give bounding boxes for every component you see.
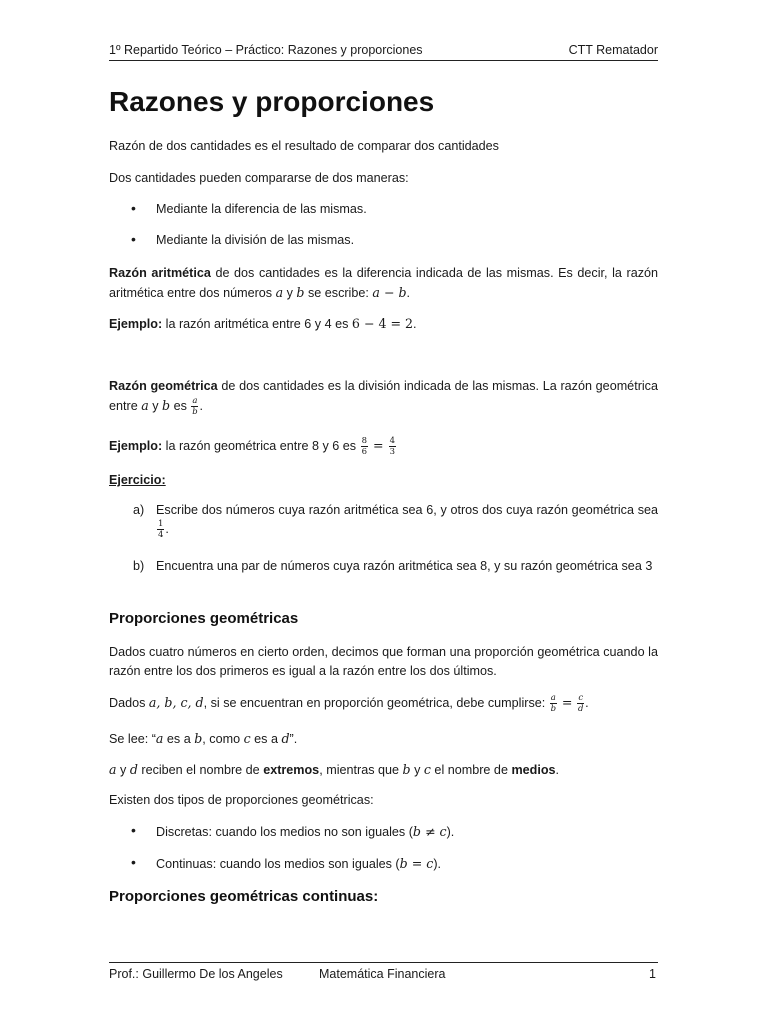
math-var: b — [194, 731, 203, 746]
intro-paragraph: Razón de dos cantidades es el resultado de comparar dos cantidades — [109, 139, 499, 153]
text: se escribe: — [304, 286, 373, 300]
math-var: d — [281, 731, 290, 746]
arithmetic-example — [109, 314, 658, 334]
math-var: a — [155, 731, 164, 746]
fraction-denominator: b — [550, 704, 557, 715]
term-geometric-ratio: Razón geométrica — [109, 379, 218, 393]
fraction — [550, 694, 557, 713]
text: . — [165, 522, 169, 536]
footer-subject: Matemática Financiera — [319, 967, 446, 981]
geometric-ratio-paragraph — [109, 377, 658, 416]
text: y — [116, 763, 130, 777]
fraction-numerator: 4 — [389, 436, 395, 447]
list-item-discrete — [156, 822, 658, 842]
fraction-numerator: a — [550, 693, 556, 704]
proportions-reading — [109, 729, 658, 749]
fraction — [191, 397, 198, 416]
math-var: a — [275, 285, 284, 300]
text: . — [406, 286, 411, 300]
text: . — [555, 763, 560, 777]
math-var: b — [402, 762, 411, 777]
list-item: Mediante la diferencia de las mismas. — [156, 202, 367, 216]
section-heading-continuous: Proporciones geométricas continuas: — [109, 888, 379, 905]
text: ). — [433, 857, 442, 871]
math-var: c — [423, 762, 431, 777]
text: , como — [202, 732, 244, 746]
text: la razón aritmética entre 6 y 4 es — [162, 317, 352, 331]
text: . — [413, 317, 417, 331]
text: la razón geométrica entre 8 y 6 es — [162, 439, 360, 453]
intro-paragraph-2: Dos cantidades pueden compararse de dos maneras: — [109, 171, 409, 185]
text: Se lee: “ — [109, 732, 156, 746]
text: y — [283, 286, 297, 300]
text: . — [199, 399, 203, 413]
exercise-item-a — [156, 501, 658, 539]
text: ”. — [289, 732, 298, 746]
footer-author: Prof.: Guillermo De los Angeles — [109, 967, 283, 981]
geometric-example — [109, 436, 658, 456]
math-expression: 6 − 4 = 2 — [351, 316, 414, 331]
fraction — [389, 437, 396, 456]
math-expression: b = c — [399, 856, 434, 871]
bullet-icon: • — [131, 231, 136, 247]
extremes-means-paragraph — [109, 760, 658, 780]
list-marker: b) — [133, 559, 145, 573]
text: y — [148, 399, 163, 413]
text: Escribe dos números cuya razón aritmética sea 6, y otros dos cuya razón geométrica sea — [156, 503, 658, 517]
proportions-condition — [109, 693, 658, 713]
fraction-numerator: c — [578, 693, 584, 704]
text: Continuas: cuando los medios son iguales ( — [156, 857, 400, 871]
example-label: Ejemplo: — [109, 439, 163, 453]
text: Discretas: cuando los medios no son iguales ( — [156, 825, 413, 839]
fraction — [361, 437, 368, 456]
fraction-numerator: 1 — [158, 519, 164, 530]
fraction-denominator: 4 — [158, 530, 164, 541]
bullet-icon: • — [131, 854, 136, 870]
text: , mientras que — [319, 763, 403, 777]
math-var: d — [129, 762, 138, 777]
term-means: medios — [511, 763, 556, 777]
text: es a — [163, 732, 195, 746]
math-var: a — [141, 398, 149, 413]
list-marker: a) — [133, 503, 145, 517]
text: de dos cantidades es la diferencia indicada de las mismas. Es decir, la razón aritmética entre dos números — [109, 266, 659, 300]
text: Dados — [109, 696, 149, 710]
header-course: CTT Rematador — [568, 43, 658, 57]
types-intro: Existen dos tipos de proporciones geométricas: — [109, 793, 374, 807]
fraction-numerator: a — [192, 396, 198, 407]
fraction-denominator: d — [578, 704, 584, 715]
math-expression: b ≠ c — [412, 824, 447, 839]
exercise-item-b: Encuentra una par de números cuya razón aritmética sea 8, y su razón geométrica sea 3 — [156, 559, 653, 573]
exercise-heading — [109, 471, 658, 490]
list-item: Mediante la división de las mismas. — [156, 233, 355, 247]
fraction-denominator: 3 — [389, 447, 395, 458]
bullet-icon: • — [131, 200, 136, 216]
math-vars: a, b, c, d — [148, 695, 204, 710]
example-label: Ejemplo: — [109, 317, 163, 331]
text: , si se encuentran en proporción geométrica, debe cumplirse: — [203, 696, 549, 710]
text: es — [170, 399, 191, 413]
math-var: a — [109, 762, 117, 777]
page-number: 1 — [649, 967, 656, 981]
equals-sign: = — [557, 695, 577, 710]
exercise-label: Ejercicio: — [109, 473, 166, 487]
fraction — [157, 520, 164, 539]
term-extremes: extremos — [263, 763, 320, 777]
fraction-denominator: b — [192, 407, 198, 418]
page-header — [109, 42, 658, 61]
text: reciben el nombre de — [137, 763, 264, 777]
header-title: 1º Repartido Teórico – Práctico: Razones y proporciones — [109, 43, 423, 57]
fraction — [577, 694, 584, 713]
page-footer — [109, 962, 658, 981]
math-expression: a − b — [372, 285, 407, 300]
list-item-continuous — [156, 854, 658, 874]
math-var: b — [162, 398, 171, 413]
text: ). — [446, 825, 455, 839]
math-var: b — [296, 285, 305, 300]
equals-sign: = — [369, 438, 388, 453]
fraction-numerator: 8 — [361, 436, 368, 447]
text: . — [585, 696, 589, 710]
arithmetic-ratio-paragraph — [109, 264, 658, 303]
section-heading-proportions: Proporciones geométricas — [109, 610, 299, 627]
text: de dos cantidades es la división indicada de las mismas. La razón geométrica entre — [109, 379, 658, 413]
text: y — [410, 763, 424, 777]
proportions-definition: Dados cuatro números en cierto orden, decimos que forman una proporción geométrica cuando la razón entre los dos primeros es igual a la razón entre los dos últimos. — [109, 645, 658, 678]
fraction-denominator: 6 — [361, 447, 368, 458]
document-page — [109, 0, 658, 1024]
math-var: c — [243, 731, 251, 746]
bullet-icon: • — [131, 822, 136, 838]
text: es a — [250, 732, 282, 746]
page-title: Razones y proporciones — [109, 86, 435, 117]
text: el nombre de — [430, 763, 512, 777]
term-arithmetic-ratio: Razón aritmética — [109, 266, 211, 280]
